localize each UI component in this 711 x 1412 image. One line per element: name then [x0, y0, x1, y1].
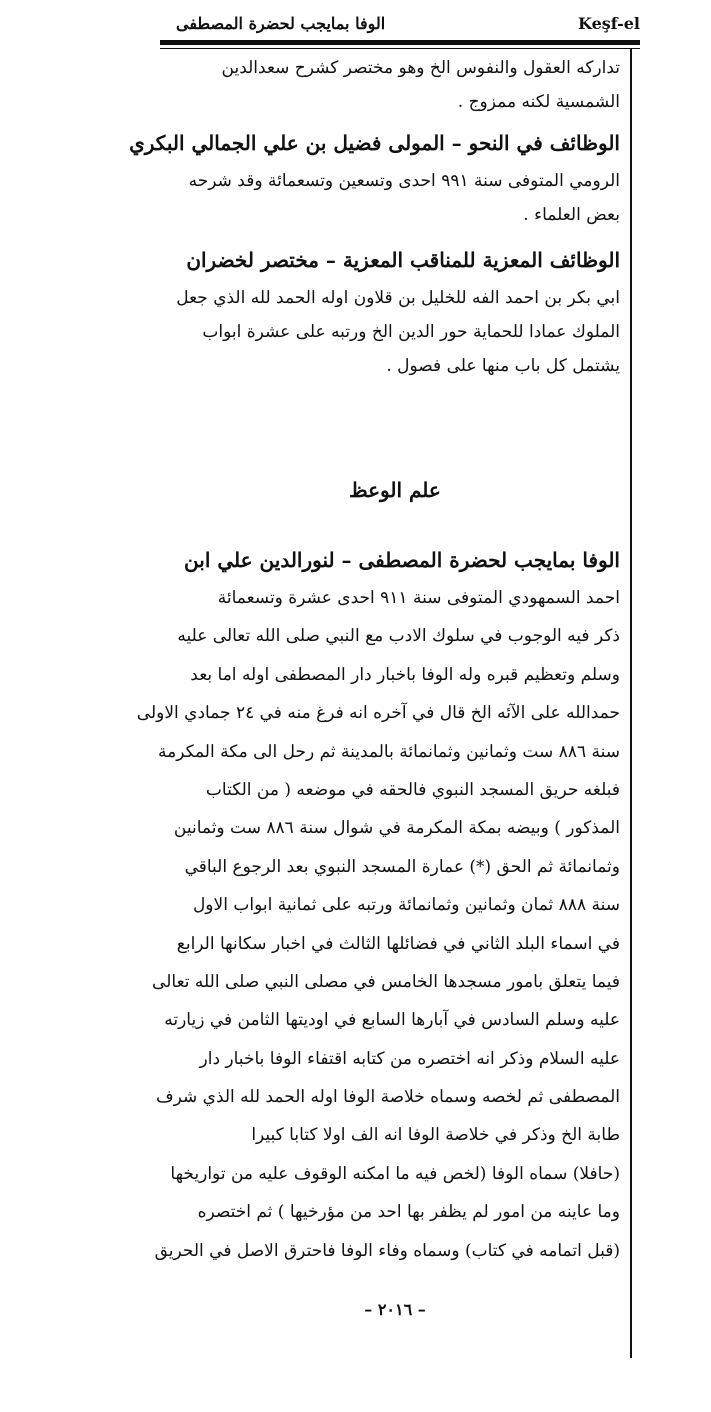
- text-line: طابة الخ وذكر في خلاصة الوفا انه الف اولا كتابا كبيرا: [251, 1125, 620, 1146]
- entry-wazaif-muizziya: [170, 248, 620, 377]
- header-rule-thick: [160, 40, 640, 45]
- header-title: الوفا بمايجب لحضرة المصطفى: [176, 14, 386, 33]
- text-line: حمدالله على الآئه الخ قال في آخره انه فرغ منه في ٢٤ جمادي الاولى: [136, 703, 620, 724]
- entry-heading-line: الوظائف في النحو – المولى فضيل بن علي الجمالي البكري: [129, 130, 620, 155]
- text-line: ذكر فيه الوجوب في سلوك الادب مع النبي صلى الله تعالى عليه: [177, 626, 620, 647]
- text-line: (حافلا) سماه الوفا (لخص فيه ما امكنه الوقوف عليه من تواريخها: [170, 1163, 620, 1184]
- text-line: بعض العلماء .: [523, 205, 620, 226]
- text-line: عليه السلام وذكر انه اختصره من كتابه اقتفاء الوفا باخبار دار: [199, 1048, 620, 1069]
- text-line: فيما يتعلق بامور مسجدها الخامس في مصلى النبي صلى الله تعالى: [152, 971, 620, 992]
- text-line: فبلغه حريق المسجد النبوي فالحقه في موضعه ( من الكتاب: [205, 779, 620, 800]
- entry-heading-line: الوظائف المعزية للمناقب المعزية – مختصر لخضران: [186, 247, 620, 272]
- entry-wazaif-nahw: [129, 130, 620, 226]
- text-line: احمد السمهودي المتوفى سنة ٩١١ احدى عشرة وتسعمائة: [217, 588, 620, 608]
- text-line: الملوك عمادا للحماية حور الدين الخ ورتبه على عشرة ابواب: [202, 321, 620, 342]
- text-line: وسلم وتعظيم قبره وله الوفا باخبار دار المصطفى اوله اما بعد: [190, 664, 620, 685]
- text-line: الرومي المتوفى سنة ٩٩١ احدى وتسعين وتسعمائة وقد شرحه: [188, 170, 620, 191]
- section-heading: علم الوعظ: [349, 478, 441, 502]
- text-line: وثمانمائة ثم الحق (*) عمارة المسجد النبوي بعد الرجوع الباقي: [184, 856, 620, 877]
- text-line: المذكور ) وبيضه بمكة المكرمة في شوال سنة ٨٨٦ ست وثمانين: [173, 818, 620, 839]
- main-entry: [136, 548, 620, 1261]
- text-line: تداركه العقول والنفوس الخ وهو مختصر كشرح سعدالدين: [221, 58, 620, 78]
- text-line: المصطفى ثم لخصه وسماه خلاصة الوفا اوله الحمد لله الذي شرف: [156, 1087, 620, 1108]
- text-line: ابي بكر بن احمد الفه للخليل بن قلاون اوله الحمد لله الذي جعل: [176, 287, 620, 308]
- entries-block: [129, 58, 620, 377]
- page-number: – ٢٠١٦ –: [364, 1300, 426, 1319]
- text-line: سنة ٨٨٨ ثمان وثمانين وثمانمائة ورتبه على ثمانية ابواب الاول: [192, 895, 620, 916]
- header-book-name: Keşf-el: [578, 14, 640, 33]
- text-line: وما عاينه من امور لم يظفر بها احد من مؤرخيها ) ثم اختصره: [197, 1202, 620, 1223]
- text-line: الشمسية لكنه ممزوج .: [457, 92, 620, 113]
- entry-heading-line: الوفا بمايجب لحضرة المصطفى – لنورالدين علي ابن: [184, 548, 620, 572]
- text-line: يشتمل كل باب منها على فصول .: [386, 356, 620, 377]
- header-rule-thin: [160, 48, 640, 49]
- running-header: [160, 14, 640, 36]
- text-line: عليه وسلم السادس في آبارها السابع في اوديتها الثامن في زيارته: [164, 1010, 620, 1031]
- text-line: في اسماء البلد الثاني في فضائلها الثالث في اخبار سكانها الرابع: [176, 933, 620, 954]
- entry-continuation: [170, 58, 620, 113]
- text-line: (قبل اتمامه في كتاب) وسماه وفاء الوفا فاحترق الاصل في الحريق: [154, 1240, 620, 1261]
- text-line: سنة ٨٨٦ ست وثمانين وثمانمائة بالمدينة ثم رحل الى مكة المكرمة: [157, 741, 620, 762]
- column-rule: [630, 48, 632, 1358]
